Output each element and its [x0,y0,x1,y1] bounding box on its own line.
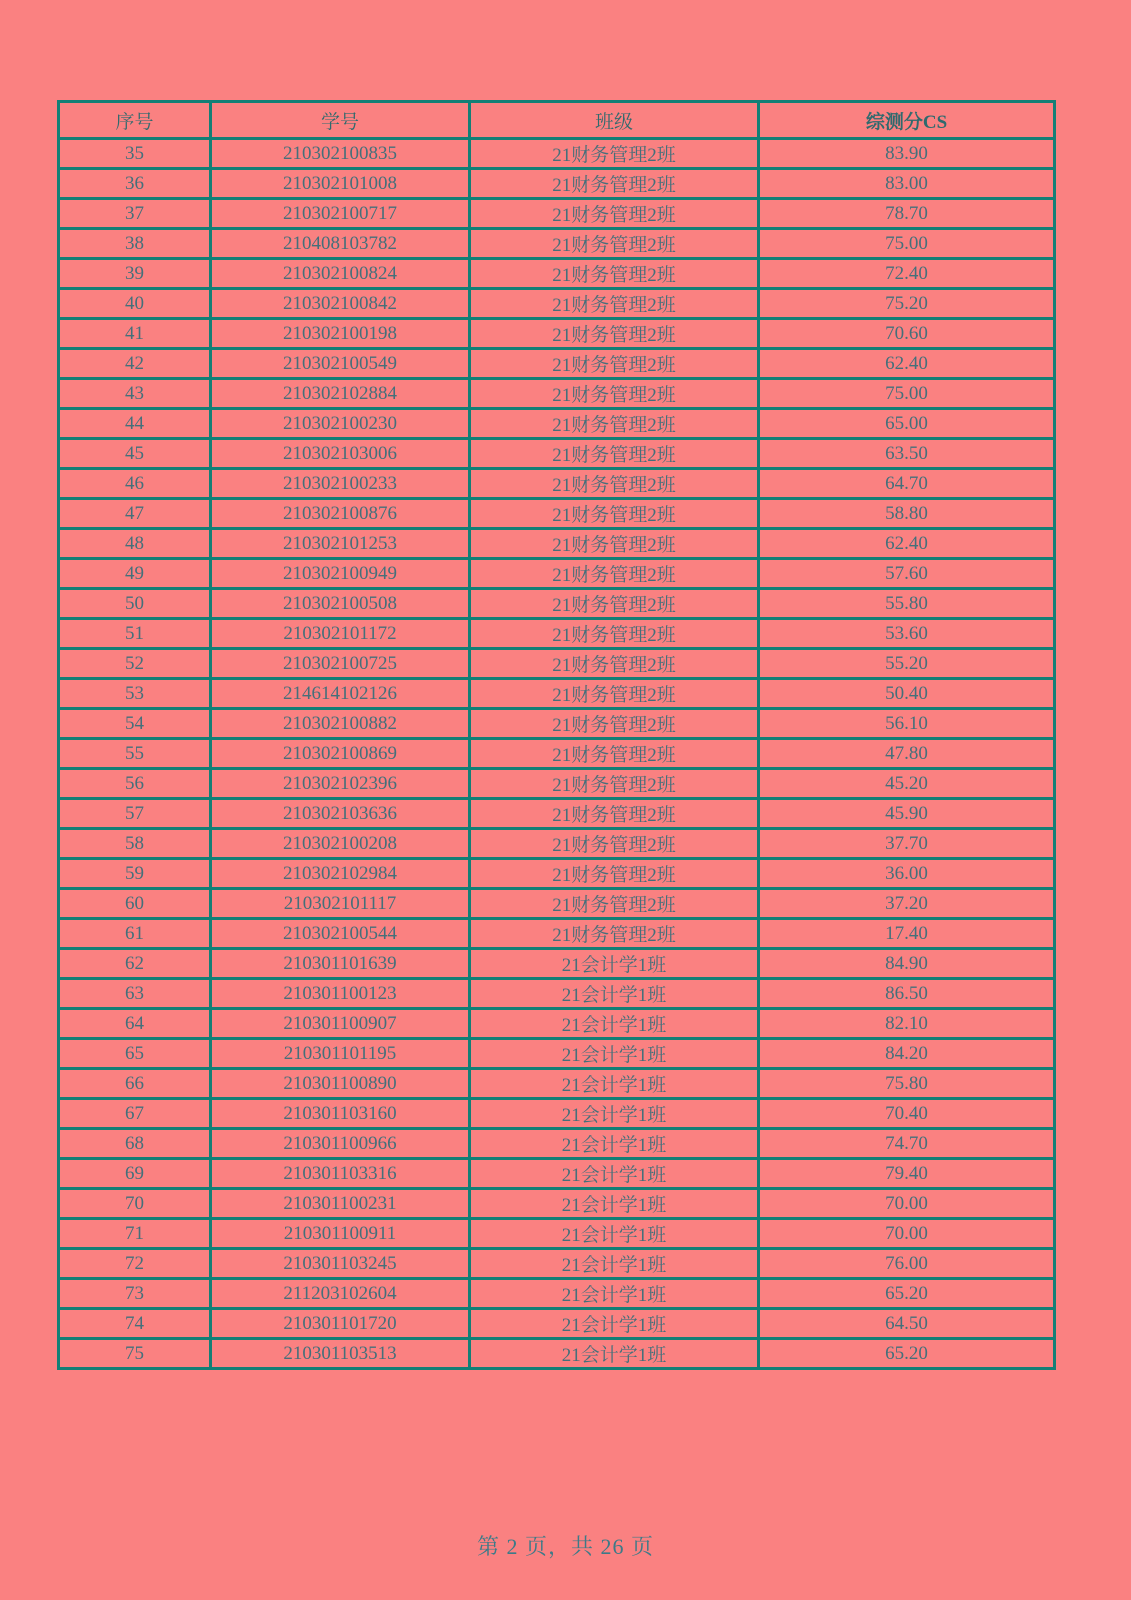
cell-serial: 66 [59,1069,211,1099]
cell-score: 55.20 [759,649,1055,679]
table-row [59,739,1055,769]
cell-class: 21财务管理2班 [470,349,759,379]
score-table [57,100,1056,1370]
cell-class: 21财务管理2班 [470,829,759,859]
cell-class: 21会计学1班 [470,1309,759,1339]
cell-class: 21财务管理2班 [470,529,759,559]
cell-student-id: 210302100882 [211,709,470,739]
cell-score: 58.80 [759,499,1055,529]
cell-score: 65.00 [759,409,1055,439]
cell-student-id: 210302103006 [211,439,470,469]
table-row [59,499,1055,529]
cell-student-id: 210302100544 [211,919,470,949]
cell-class: 21财务管理2班 [470,739,759,769]
cell-class: 21财务管理2班 [470,649,759,679]
cell-score: 37.20 [759,889,1055,919]
table-row [59,709,1055,739]
table-row [59,1309,1055,1339]
cell-serial: 45 [59,439,211,469]
table-row [59,1099,1055,1129]
cell-serial: 36 [59,169,211,199]
table-row [59,1279,1055,1309]
cell-score: 70.00 [759,1219,1055,1249]
cell-score: 50.40 [759,679,1055,709]
table-row [59,1129,1055,1159]
table-row [59,169,1055,199]
cell-score: 86.50 [759,979,1055,1009]
cell-score: 75.80 [759,1069,1055,1099]
cell-serial: 37 [59,199,211,229]
cell-class: 21会计学1班 [470,1039,759,1069]
cell-student-id: 210301101639 [211,949,470,979]
cell-student-id: 210302100949 [211,559,470,589]
table-row [59,289,1055,319]
table-row [59,1189,1055,1219]
cell-student-id: 210301101720 [211,1309,470,1339]
cell-serial: 50 [59,589,211,619]
cell-serial: 52 [59,649,211,679]
table-row [59,199,1055,229]
cell-serial: 39 [59,259,211,289]
cell-serial: 65 [59,1039,211,1069]
cell-student-id: 210301100890 [211,1069,470,1099]
cell-student-id: 211203102604 [211,1279,470,1309]
table-row [59,1219,1055,1249]
cell-serial: 56 [59,769,211,799]
cell-serial: 62 [59,949,211,979]
table-row [59,1159,1055,1189]
cell-serial: 48 [59,529,211,559]
cell-class: 21财务管理2班 [470,139,759,169]
table-body [59,139,1055,1369]
cell-student-id: 210302101253 [211,529,470,559]
column-header-score: 综测分CS [759,102,1055,139]
table-row [59,619,1055,649]
table-row [59,439,1055,469]
cell-serial: 49 [59,559,211,589]
cell-student-id: 210302100198 [211,319,470,349]
cell-class: 21会计学1班 [470,1009,759,1039]
cell-class: 21财务管理2班 [470,169,759,199]
cell-serial: 67 [59,1099,211,1129]
column-header-student-id: 学号 [211,102,470,139]
cell-student-id: 210302100824 [211,259,470,289]
cell-score: 75.00 [759,379,1055,409]
cell-score: 36.00 [759,859,1055,889]
cell-score: 45.20 [759,769,1055,799]
cell-student-id: 210302100208 [211,829,470,859]
cell-class: 21财务管理2班 [470,289,759,319]
table-row [59,1249,1055,1279]
cell-serial: 38 [59,229,211,259]
table-row [59,769,1055,799]
cell-serial: 73 [59,1279,211,1309]
cell-score: 47.80 [759,739,1055,769]
cell-student-id: 210302103636 [211,799,470,829]
cell-student-id: 210302100230 [211,409,470,439]
cell-score: 64.70 [759,469,1055,499]
cell-score: 72.40 [759,259,1055,289]
table-row [59,589,1055,619]
cell-class: 21会计学1班 [470,1219,759,1249]
cell-class: 21财务管理2班 [470,259,759,289]
column-header-serial: 序号 [59,102,211,139]
cell-student-id: 210301100966 [211,1129,470,1159]
cell-student-id: 210302100233 [211,469,470,499]
cell-student-id: 210302100508 [211,589,470,619]
cell-score: 84.90 [759,949,1055,979]
cell-score: 70.00 [759,1189,1055,1219]
cell-student-id: 210302100876 [211,499,470,529]
cell-score: 83.90 [759,139,1055,169]
cell-student-id: 210301100231 [211,1189,470,1219]
cell-class: 21财务管理2班 [470,199,759,229]
cell-class: 21财务管理2班 [470,469,759,499]
cell-score: 74.70 [759,1129,1055,1159]
cell-student-id: 210301100907 [211,1009,470,1039]
cell-student-id: 210301103160 [211,1099,470,1129]
cell-score: 65.20 [759,1279,1055,1309]
table-row [59,1039,1055,1069]
cell-class: 21会计学1班 [470,979,759,1009]
table-row [59,949,1055,979]
cell-student-id: 210302100842 [211,289,470,319]
cell-serial: 53 [59,679,211,709]
cell-serial: 63 [59,979,211,1009]
cell-score: 45.90 [759,799,1055,829]
cell-student-id: 210301100123 [211,979,470,1009]
table-row [59,919,1055,949]
cell-class: 21财务管理2班 [470,379,759,409]
cell-class: 21会计学1班 [470,1159,759,1189]
cell-serial: 47 [59,499,211,529]
cell-student-id: 210302102884 [211,379,470,409]
cell-score: 64.50 [759,1309,1055,1339]
cell-class: 21会计学1班 [470,1069,759,1099]
cell-student-id: 210302100725 [211,649,470,679]
cell-serial: 69 [59,1159,211,1189]
table-row [59,319,1055,349]
table-row [59,1069,1055,1099]
cell-score: 84.20 [759,1039,1055,1069]
cell-student-id: 210302100835 [211,139,470,169]
page-indicator: 第 2 页，共 26 页 [476,1534,654,1559]
cell-score: 70.40 [759,1099,1055,1129]
cell-serial: 40 [59,289,211,319]
cell-class: 21财务管理2班 [470,769,759,799]
cell-class: 21会计学1班 [470,1189,759,1219]
cell-serial: 46 [59,469,211,499]
table-row [59,259,1055,289]
cell-score: 37.70 [759,829,1055,859]
cell-serial: 72 [59,1249,211,1279]
cell-score: 70.60 [759,319,1055,349]
table-row [59,139,1055,169]
table-row [59,1339,1055,1369]
cell-class: 21财务管理2班 [470,499,759,529]
table-row [59,679,1055,709]
table-row [59,529,1055,559]
cell-score: 63.50 [759,439,1055,469]
cell-class: 21财务管理2班 [470,889,759,919]
cell-class: 21财务管理2班 [470,589,759,619]
table-row [59,889,1055,919]
table-row [59,799,1055,829]
cell-student-id: 210302100549 [211,349,470,379]
table-row [59,379,1055,409]
table-row [59,349,1055,379]
cell-serial: 59 [59,859,211,889]
cell-score: 76.00 [759,1249,1055,1279]
cell-class: 21财务管理2班 [470,319,759,349]
cell-class: 21财务管理2班 [470,559,759,589]
cell-student-id: 210302101172 [211,619,470,649]
table-row [59,1009,1055,1039]
cell-student-id: 210302100869 [211,739,470,769]
cell-student-id: 210302101008 [211,169,470,199]
table-row [59,829,1055,859]
cell-score: 56.10 [759,709,1055,739]
cell-serial: 55 [59,739,211,769]
cell-student-id: 210301103245 [211,1249,470,1279]
cell-serial: 74 [59,1309,211,1339]
cell-class: 21会计学1班 [470,1279,759,1309]
cell-score: 17.40 [759,919,1055,949]
cell-score: 55.80 [759,589,1055,619]
cell-class: 21财务管理2班 [470,679,759,709]
cell-serial: 61 [59,919,211,949]
cell-serial: 75 [59,1339,211,1369]
table-row [59,859,1055,889]
cell-class: 21会计学1班 [470,1339,759,1369]
cell-serial: 51 [59,619,211,649]
cell-class: 21财务管理2班 [470,709,759,739]
cell-serial: 64 [59,1009,211,1039]
cell-score: 78.70 [759,199,1055,229]
table-row [59,409,1055,439]
cell-student-id: 210301103513 [211,1339,470,1369]
cell-student-id: 210301103316 [211,1159,470,1189]
cell-serial: 68 [59,1129,211,1159]
cell-serial: 43 [59,379,211,409]
cell-class: 21会计学1班 [470,1129,759,1159]
table-row [59,649,1055,679]
cell-student-id: 210302100717 [211,199,470,229]
cell-serial: 58 [59,829,211,859]
cell-class: 21会计学1班 [470,1249,759,1279]
cell-score: 83.00 [759,169,1055,199]
cell-serial: 54 [59,709,211,739]
cell-student-id: 210408103782 [211,229,470,259]
cell-serial: 60 [59,889,211,919]
cell-student-id: 210302102984 [211,859,470,889]
cell-score: 53.60 [759,619,1055,649]
cell-serial: 35 [59,139,211,169]
cell-student-id: 210302101117 [211,889,470,919]
cell-student-id: 210301100911 [211,1219,470,1249]
cell-score: 62.40 [759,529,1055,559]
cell-class: 21财务管理2班 [470,619,759,649]
cell-score: 57.60 [759,559,1055,589]
cell-class: 21会计学1班 [470,1099,759,1129]
cell-serial: 41 [59,319,211,349]
table-header [59,102,1055,139]
cell-score: 75.20 [759,289,1055,319]
header-row [59,102,1055,139]
cell-serial: 71 [59,1219,211,1249]
cell-score: 65.20 [759,1339,1055,1369]
cell-serial: 42 [59,349,211,379]
cell-class: 21财务管理2班 [470,409,759,439]
table-row [59,559,1055,589]
cell-class: 21财务管理2班 [470,799,759,829]
cell-student-id: 214614102126 [211,679,470,709]
cell-serial: 70 [59,1189,211,1219]
cell-class: 21财务管理2班 [470,439,759,469]
table-row [59,979,1055,1009]
cell-score: 75.00 [759,229,1055,259]
cell-serial: 44 [59,409,211,439]
cell-class: 21财务管理2班 [470,229,759,259]
cell-class: 21财务管理2班 [470,919,759,949]
cell-student-id: 210302102396 [211,769,470,799]
table-row [59,469,1055,499]
column-header-class: 班级 [470,102,759,139]
cell-class: 21财务管理2班 [470,859,759,889]
cell-score: 82.10 [759,1009,1055,1039]
cell-serial: 57 [59,799,211,829]
table-row [59,229,1055,259]
cell-score: 62.40 [759,349,1055,379]
cell-student-id: 210301101195 [211,1039,470,1069]
cell-score: 79.40 [759,1159,1055,1189]
cell-class: 21会计学1班 [470,949,759,979]
